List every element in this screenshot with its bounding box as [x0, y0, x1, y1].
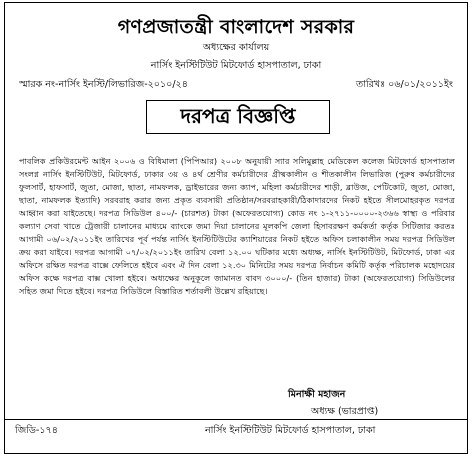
notice-page [4, 2, 468, 454]
memo-row [19, 78, 453, 93]
memo-date: তারিখঃ ০৬/০১/২০১১ইং [356, 79, 453, 90]
memo-number: স্মারক নং-নার্সিং ইনস্টি/লিভারিজ-২০১০/২৪ [19, 79, 188, 90]
footer-institute: নার্সিং ইনস্টিটিউট মিটফোর্ড হাসপাতাল, ঢাকা [205, 425, 376, 436]
footer [5, 419, 467, 439]
footer-code: জিডি-১৭৪ [15, 425, 58, 436]
signatory-name: মিনাক্ষী মহাজন [288, 389, 346, 400]
signatory-designation: অধ্যক্ষ (ভারপ্রাপ্ত) [311, 406, 379, 417]
office-name: অধ্যক্ষের কার্যালয় [202, 42, 270, 53]
government-title: গণপ্রজাতন্ত্রী বাংলাদেশ সরকার [117, 16, 355, 38]
institute-name: নার্সিং ইনস্টিটিউট মিটফোর্ড হাসপাতাল, ঢাকা [150, 60, 322, 71]
notice-body: পাবলিক প্রকিউরমেন্ট আইন ২০০৬ ও বিধিমালা (পিপিআর) ২০০৮ অনুযায়ী স্যার সলিমুল্লাহ মেডিকেল কলেজ মিটফোর্ড হাসপাতাল সংলগ্ন নার্সিং ইনস্টিটিউট, মিটফোর্ড, ঢাকার ৩য় ও ৪র্থ শ্রেণীর কর্মচারীদের গ্রীষ্মকালীন ও শীতকালীন লিভারিজ (পুরুষ কর্মচারীদের ফুলসার্ট, হাফসার্ট, জুতা, মোজা, ছাতা, নামফলক, ড্রাইভারের জন্য ক্যাপ, মহিলা কর্মচারীদের শাড়ী, ব্লাউজ, পেটিকোট, জুতা, মোজা, ছাতা, নামফলক ইত্যাদি) সরবরাহ করার জন্য প্রকৃত ব্যবসায়ী প্রতিষ্ঠান/সরবরাহকারী/ঠিকাদারদের নিকট হইতে সীলমোহরকৃত দরপত্র আহ্বান করা যাইতেছে। দরপত্র সিডিউল ৪০০/- (চারশত) টাকা (অফেরতযোগ্য) কোড নং ১-২৭১১-০০০০-২৩৬৬ স্বাস্থ্য ও পরিবার কল্যাণ সেবা খাতে ট্রেজারী চালানের মাধ্যমে ব্যাংকে জমা দিয়া চালানের মূলকপি জেলা হিসাবরক্ষণ কর্মকর্তা কর্তৃক সিটিজার করতঃ আগামী ০৬/০২/২০১১ইং তারিখের পূর্ব পর্যন্ত নার্সিং ইনস্টিটিউটের ক্যাশিয়ারের নিকট হইতে অফিস চলাকালীন সময় দরপত্র সিডিউল ক্রয় করা যাইবে। দরপত্র আগামী ০৭/০২/২০১১ইং তারিখ বেলা ১২.০০ ঘটিকার মধ্যে অধ্যক্ষ, নার্সিং ইনস্টিটিউট, মিটফোর্ড, ঢাকা এর অফিসে রক্ষিত দরপত্র বাক্সে ফেলিতে হইবে এবং ঐ দিন বেলা ১২.৩০ মিনিটের সময় দরপত্র নির্বাচন কমিটি কর্তৃক পরিচালক মহোদয়ের অফিস কক্ষে দরপত্র বাক্স খোলা হইবে। অধ্যক্ষের অনুকূলে জামানত বাবদ ৩০০০/- (তিন হাজার) টাকা (অফেরতযোগ্য) সিডিউলের সহিত জমা দিতে হইবে। দরপত্র সিডিউলে বিস্তারিত শর্তাবলী উল্লেখ রহিয়াছে। [19, 156, 455, 296]
notice-title: দরপত্র বিজ্ঞপ্তি [146, 100, 330, 134]
